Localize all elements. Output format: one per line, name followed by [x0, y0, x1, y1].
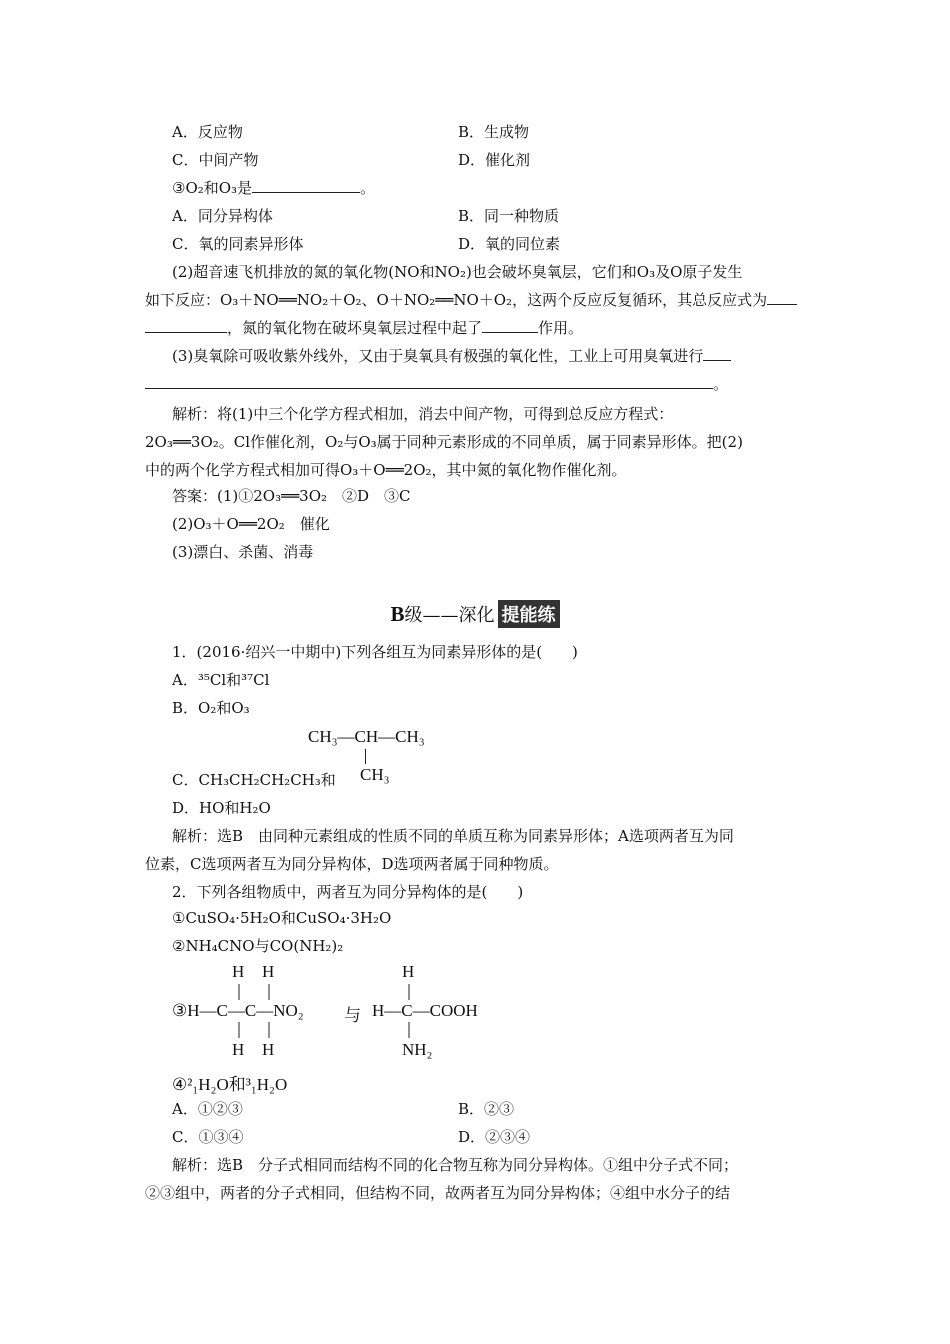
b1-option-c: C．CH₃CH₂CH₂CH₃和	[172, 771, 336, 789]
h-atom: H	[262, 962, 275, 981]
b2-item2: ②NH₄CNO与CO(NH₂)₂	[172, 937, 344, 955]
analysis1-line3: 中的两个化学方程式相加可得O₃＋O══2O₂，其中氮的氧化物作催化剂。	[145, 461, 627, 479]
p2-line3: ，氮的氧化物在破坏臭氧层过程中起了 作用。	[145, 318, 583, 338]
b1-stem: 1．(2016·绍兴一中期中)下列各组互为同素异形体的是( )	[172, 643, 578, 661]
nh2-group: NH₂	[402, 1040, 433, 1059]
b2-analysis-line2: ②③组中，两者的分子式相同，但结构不同，故两者互为同分异构体；④组中水分子的结	[145, 1184, 731, 1202]
isobutane-structure	[308, 727, 425, 784]
p3-line1: (3)臭氧除可吸收紫外线外，又由于臭氧具有极强的氧化性，工业上可用臭氧进行	[172, 346, 731, 366]
q3-option-b: B．同一种物质	[458, 207, 560, 225]
b1-option-a: A．³⁵Cl和³⁷Cl	[172, 671, 270, 689]
b2-item1: ①CuSO₄·5H₂O和CuSO₄·3H₂O	[172, 909, 392, 927]
answer1-line1: 答案：(1)①2O₃══3O₂ ②D ③C	[172, 487, 411, 505]
b1-analysis-line1: 解析：选B 由同种元素组成的性质不同的单质互称为同素异形体；A选项两者互为同	[172, 827, 734, 845]
bond-line	[365, 749, 366, 764]
answer1-line2: (2)O₃＋O══2O₂ 催化	[172, 515, 330, 533]
structure-bottom: CH₃	[360, 765, 390, 784]
option-c: C．中间产物	[172, 151, 259, 169]
b2-option-d: D．②③④	[458, 1128, 531, 1146]
p2-line1: (2)超音速飞机排放的氮的氧化物(NO和NO₂)也会破坏臭氧层，它们和O₃及O原子发生	[172, 263, 743, 281]
b2-item3-and: 与	[344, 1006, 361, 1025]
section-heading: B级——深化 提能练	[0, 600, 950, 628]
option-d: D．催化剂	[458, 151, 531, 169]
b2-option-b: B．②③	[458, 1100, 515, 1118]
q3-option-c: C．氧的同素异形体	[172, 235, 304, 253]
analysis1-line2: 2O₃══3O₂。Cl作催化剂，O₂与O₃属于同种元素形成的不同单质，属于同素异形体。把(2)	[145, 433, 743, 451]
b2-item3-right: H—C—COOH	[372, 1001, 478, 1020]
b2-option-a: A．①②③	[172, 1100, 243, 1118]
option-a: A．反应物	[172, 123, 243, 141]
b2-item4: ④²₁H₂O和³₁H₂O	[172, 1075, 288, 1094]
b2-stem: 2．下列各组物质中，两者互为同分异构体的是( )	[172, 883, 524, 901]
h-atom: H	[262, 1040, 275, 1059]
answer1-line3: (3)漂白、杀菌、消毒	[172, 543, 314, 561]
h-atom: H	[402, 962, 415, 981]
option-b: B．生成物	[458, 123, 530, 141]
b2-option-c: C．①③④	[172, 1128, 244, 1146]
q3-option-d: D．氧的同位素	[458, 235, 561, 253]
p2-line2: 如下反应：O₃＋NO══NO₂＋O₂、O＋NO₂══NO＋O₂，这两个反应反复循环，其总反应式为	[145, 290, 797, 310]
h-atom: H	[232, 1040, 245, 1059]
b2-item3-left: ③H—C—C—NO₂	[172, 1001, 304, 1020]
section-badge: 提能练	[498, 600, 560, 628]
q3-stem: ③O₂和O₃是 。	[172, 179, 376, 197]
analysis1-line1: 解析：将(1)中三个化学方程式相加，消去中间产物，可得到总反应方程式：	[172, 405, 674, 423]
b1-analysis-line2: 位素，C选项两者互为同分异构体，D选项两者属于同种物质。	[145, 855, 559, 873]
b1-option-d: D．HO和H₂O	[172, 799, 271, 817]
p3-line2: 。	[145, 374, 728, 394]
structure-top: CH₃—CH—CH₃	[308, 727, 425, 746]
b2-analysis-line1: 解析：选B 分子式相同而结构不同的化合物互称为同分异构体。①组中分子式不同；	[172, 1156, 739, 1174]
h-atom: H	[232, 962, 245, 981]
q3-option-a: A．同分异构体	[172, 207, 273, 225]
b1-option-b: B．O₂和O₃	[172, 699, 250, 717]
